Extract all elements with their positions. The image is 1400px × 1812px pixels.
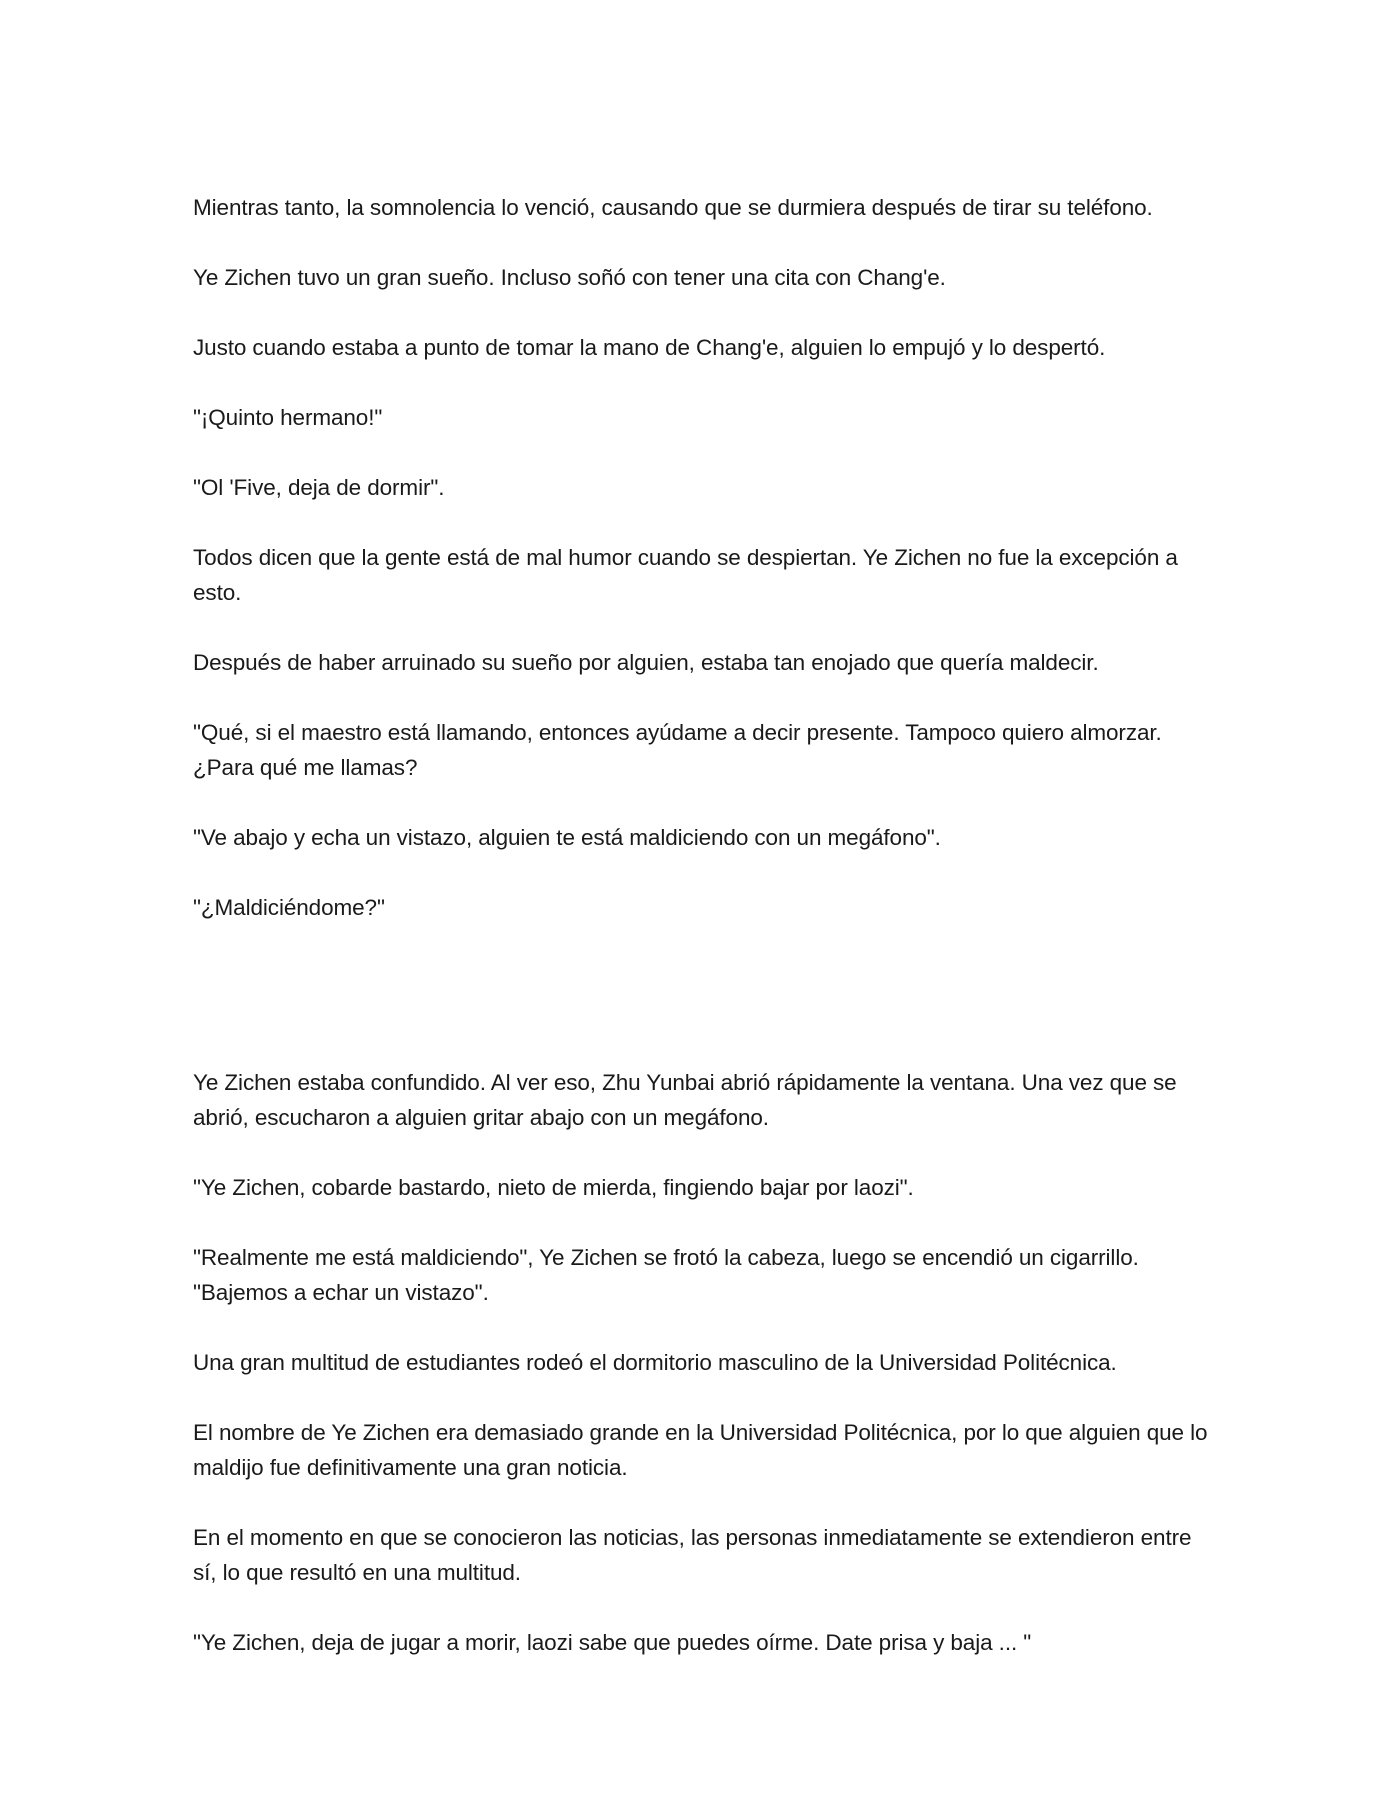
- paragraph: El nombre de Ye Zichen era demasiado grande en la Universidad Politécnica, por lo que alguien que lo maldijo fue definitivamente una gran noticia.: [193, 1420, 1208, 1480]
- paragraph: Ye Zichen tuvo un gran sueño. Incluso soñó con tener una cita con Chang'e.: [193, 265, 946, 290]
- paragraph: Justo cuando estaba a punto de tomar la mano de Chang'e, alguien lo empujó y lo despertó.: [193, 335, 1106, 360]
- document-body: [193, 190, 1213, 1695]
- paragraph: Una gran multitud de estudiantes rodeó el dormitorio masculino de la Universidad Politécnica.: [193, 1350, 1117, 1375]
- section-gap: [193, 960, 1213, 1065]
- paragraph: Después de haber arruinado su sueño por alguien, estaba tan enojado que quería maldecir.: [193, 650, 1099, 675]
- paragraph: Todos dicen que la gente está de mal humor cuando se despiertan. Ye Zichen no fue la excepción a esto.: [193, 545, 1178, 605]
- paragraph: "Ol 'Five, deja de dormir".: [193, 475, 445, 500]
- paragraph: Mientras tanto, la somnolencia lo venció, causando que se durmiera después de tirar su teléfono.: [193, 195, 1153, 220]
- paragraph: "Ye Zichen, cobarde bastardo, nieto de mierda, fingiendo bajar por laozi".: [193, 1175, 914, 1200]
- paragraph: "Qué, si el maestro está llamando, entonces ayúdame a decir presente. Tampoco quiero almorzar. ¿Para qué me llamas?: [193, 720, 1162, 780]
- paragraph: "Ye Zichen, deja de jugar a morir, laozi sabe que puedes oírme. Date prisa y baja ... ": [193, 1630, 1032, 1655]
- paragraph: "Ve abajo y echa un vistazo, alguien te está maldiciendo con un megáfono".: [193, 825, 941, 850]
- paragraph: "¡Quinto hermano!": [193, 405, 383, 430]
- paragraph: "¿Maldiciéndome?": [193, 895, 385, 920]
- paragraph: Ye Zichen estaba confundido. Al ver eso, Zhu Yunbai abrió rápidamente la ventana. Una vez que se abrió, escucharon a alguien gritar abajo con un megáfono.: [193, 1070, 1177, 1130]
- paragraph: "Realmente me está maldiciendo", Ye Zichen se frotó la cabeza, luego se encendió un cigarrillo. "Bajemos a echar un vistazo".: [193, 1245, 1139, 1305]
- paragraph: En el momento en que se conocieron las noticias, las personas inmediatamente se extendieron entre sí, lo que resultó en una multitud.: [193, 1525, 1192, 1585]
